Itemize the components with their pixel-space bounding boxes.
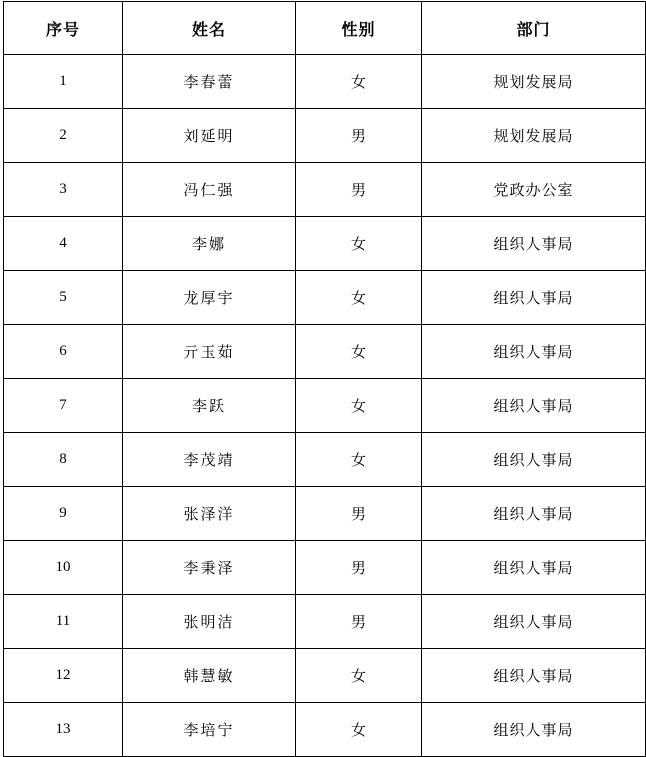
cell-dept: 组织人事局 bbox=[422, 649, 646, 703]
cell-sex: 女 bbox=[296, 55, 422, 109]
cell-dept: 组织人事局 bbox=[422, 703, 646, 757]
table-row bbox=[4, 703, 646, 757]
cell-index: 8 bbox=[4, 433, 123, 487]
cell-dept: 组织人事局 bbox=[422, 595, 646, 649]
cell-name: 张泽洋 bbox=[123, 487, 296, 541]
cell-dept: 规划发展局 bbox=[422, 55, 646, 109]
cell-name: 李茂靖 bbox=[123, 433, 296, 487]
table-body bbox=[4, 55, 646, 757]
cell-index: 12 bbox=[4, 649, 123, 703]
cell-sex: 男 bbox=[296, 163, 422, 217]
cell-dept: 组织人事局 bbox=[422, 271, 646, 325]
table-header bbox=[4, 2, 646, 55]
table-row bbox=[4, 649, 646, 703]
cell-sex: 女 bbox=[296, 271, 422, 325]
cell-name: 亓玉茹 bbox=[123, 325, 296, 379]
cell-sex: 女 bbox=[296, 379, 422, 433]
cell-name: 李娜 bbox=[123, 217, 296, 271]
cell-index: 10 bbox=[4, 541, 123, 595]
table-row bbox=[4, 163, 646, 217]
cell-sex: 男 bbox=[296, 541, 422, 595]
cell-index: 5 bbox=[4, 271, 123, 325]
cell-index: 4 bbox=[4, 217, 123, 271]
column-header-name: 姓名 bbox=[123, 2, 296, 55]
cell-sex: 男 bbox=[296, 109, 422, 163]
cell-dept: 组织人事局 bbox=[422, 325, 646, 379]
cell-name: 龙厚宇 bbox=[123, 271, 296, 325]
cell-name: 李培宁 bbox=[123, 703, 296, 757]
cell-index: 13 bbox=[4, 703, 123, 757]
cell-index: 6 bbox=[4, 325, 123, 379]
cell-dept: 规划发展局 bbox=[422, 109, 646, 163]
cell-sex: 女 bbox=[296, 703, 422, 757]
table-row bbox=[4, 433, 646, 487]
cell-name: 张明洁 bbox=[123, 595, 296, 649]
table-row bbox=[4, 487, 646, 541]
cell-index: 11 bbox=[4, 595, 123, 649]
cell-dept: 组织人事局 bbox=[422, 379, 646, 433]
table-row bbox=[4, 271, 646, 325]
cell-sex: 女 bbox=[296, 433, 422, 487]
cell-dept: 组织人事局 bbox=[422, 541, 646, 595]
column-header-index: 序号 bbox=[4, 2, 123, 55]
column-header-dept: 部门 bbox=[422, 2, 646, 55]
roster-table bbox=[3, 1, 646, 757]
table-row bbox=[4, 595, 646, 649]
table-row bbox=[4, 325, 646, 379]
cell-name: 韩慧敏 bbox=[123, 649, 296, 703]
cell-sex: 男 bbox=[296, 487, 422, 541]
table-row bbox=[4, 55, 646, 109]
cell-name: 冯仁强 bbox=[123, 163, 296, 217]
cell-name: 李秉泽 bbox=[123, 541, 296, 595]
cell-dept: 组织人事局 bbox=[422, 217, 646, 271]
cell-sex: 女 bbox=[296, 217, 422, 271]
cell-index: 3 bbox=[4, 163, 123, 217]
document-page bbox=[0, 1, 646, 748]
table-row bbox=[4, 217, 646, 271]
cell-index: 9 bbox=[4, 487, 123, 541]
cell-dept: 组织人事局 bbox=[422, 433, 646, 487]
cell-index: 1 bbox=[4, 55, 123, 109]
table-header-row bbox=[4, 2, 646, 55]
cell-dept: 组织人事局 bbox=[422, 487, 646, 541]
cell-sex: 女 bbox=[296, 649, 422, 703]
table-row bbox=[4, 541, 646, 595]
cell-name: 刘延明 bbox=[123, 109, 296, 163]
cell-name: 李跃 bbox=[123, 379, 296, 433]
cell-index: 7 bbox=[4, 379, 123, 433]
cell-name: 李春蕾 bbox=[123, 55, 296, 109]
column-header-sex: 性别 bbox=[296, 2, 422, 55]
table-row bbox=[4, 109, 646, 163]
cell-sex: 女 bbox=[296, 325, 422, 379]
cell-sex: 男 bbox=[296, 595, 422, 649]
cell-index: 2 bbox=[4, 109, 123, 163]
table-row bbox=[4, 379, 646, 433]
cell-dept: 党政办公室 bbox=[422, 163, 646, 217]
